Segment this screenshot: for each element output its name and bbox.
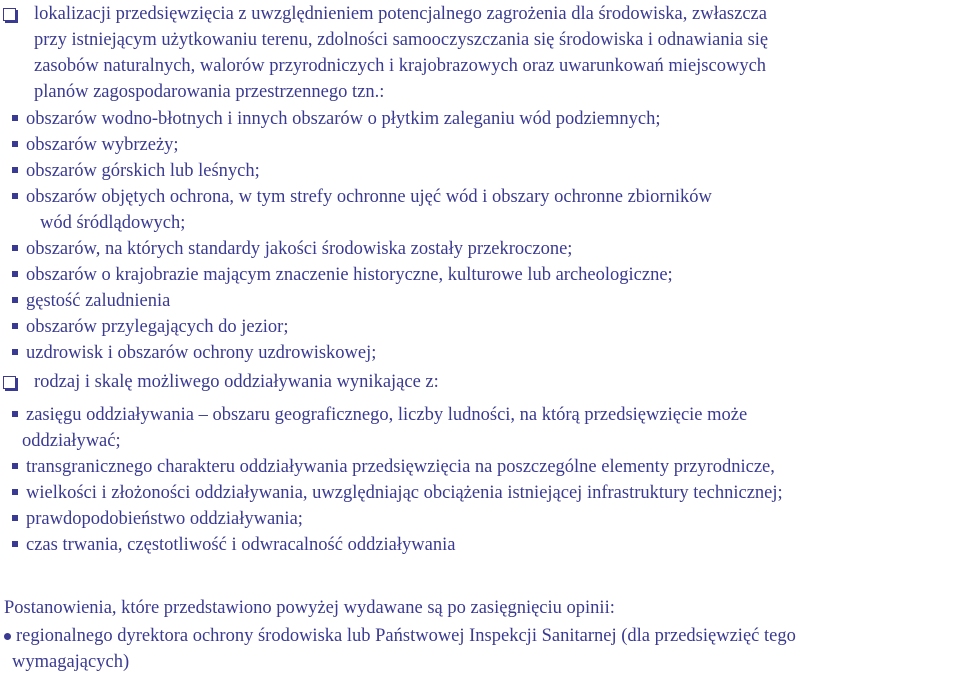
square-bullet-icon: [12, 411, 18, 417]
square-bullet-icon: [12, 323, 18, 329]
list-item: obszarów, na których standardy jakości środowiska zostały przekroczone;: [26, 239, 573, 259]
square-bullet-icon: [12, 271, 18, 277]
square-bullet-icon: [12, 349, 18, 355]
list-item: prawdopodobieństwo oddziaływania;: [26, 509, 303, 529]
list-item: obszarów górskich lub leśnych;: [26, 161, 260, 181]
section1-line-4: planów zagospodarowania przestrzennego tzn.:: [34, 82, 385, 102]
square-bullet-icon: [12, 193, 18, 199]
list-item: uzdrowisk i obszarów ochrony uzdrowiskowej;: [26, 343, 377, 363]
footer-item-line-2: wymagających): [12, 652, 130, 672]
square-bullet-icon: [12, 541, 18, 547]
list-item: czas trwania, częstotliwość i odwracalność oddziaływania: [26, 535, 456, 555]
list-item-continuation: oddziaływać;: [22, 431, 121, 451]
list-item-continuation: wód śródlądowych;: [40, 213, 186, 233]
list-item: transgranicznego charakteru oddziaływania przedsięwzięcia na poszczególne elementy przyrodnicze,: [26, 457, 775, 477]
square-bullet-icon: [12, 297, 18, 303]
list-item: obszarów o krajobrazie mającym znaczenie historyczne, kulturowe lub archeologiczne;: [26, 265, 673, 285]
square-bullet-icon: [12, 463, 18, 469]
list-item: wielkości i złożoności oddziaływania, uwzględniając obciążenia istniejącej infrastruktury technicznej;: [26, 483, 783, 503]
section1-line-3: zasobów naturalnych, walorów przyrodniczych i krajobrazowych oraz uwarunkowań miejscowych: [34, 56, 767, 76]
square-bullet-icon: [12, 141, 18, 147]
footer-item-line-1: regionalnego dyrektora ochrony środowiska lub Państwowej Inspekcji Sanitarnej (dla przedsięwzięć tego: [16, 626, 796, 646]
list-item: obszarów wybrzeży;: [26, 135, 179, 155]
square-bullet-icon: [12, 515, 18, 521]
round-bullet-icon: [4, 633, 11, 640]
list-item: gęstość zaludnienia: [26, 291, 171, 311]
footer-intro: Postanowienia, które przedstawiono powyżej wydawane są po zasięgnięciu opinii:: [4, 598, 615, 618]
list-item: obszarów objętych ochrona, w tym strefy ochronne ujęć wód i obszary ochronne zbiorników: [26, 187, 712, 207]
checkbox-bullet-icon: [3, 8, 16, 21]
square-bullet-icon: [12, 245, 18, 251]
square-bullet-icon: [12, 167, 18, 173]
checkbox-bullet-icon: [3, 376, 16, 389]
list-item: zasięgu oddziaływania – obszaru geograficznego, liczby ludności, na którą przedsięwzięcie może: [26, 405, 748, 425]
section1-line-2: przy istniejącym użytkowaniu terenu, zdolności samooczyszczania się środowiska i odnawiania się: [34, 30, 769, 50]
square-bullet-icon: [12, 489, 18, 495]
section2-heading: rodzaj i skalę możliwego oddziaływania wynikające z:: [34, 372, 439, 392]
list-item: obszarów przylegających do jezior;: [26, 317, 289, 337]
list-item: obszarów wodno-błotnych i innych obszarów o płytkim zaleganiu wód podziemnych;: [26, 109, 661, 129]
section1-line-1: lokalizacji przedsięwzięcia z uwzględnieniem potencjalnego zagrożenia dla środowiska, zwłaszcza: [34, 4, 767, 24]
square-bullet-icon: [12, 115, 18, 121]
